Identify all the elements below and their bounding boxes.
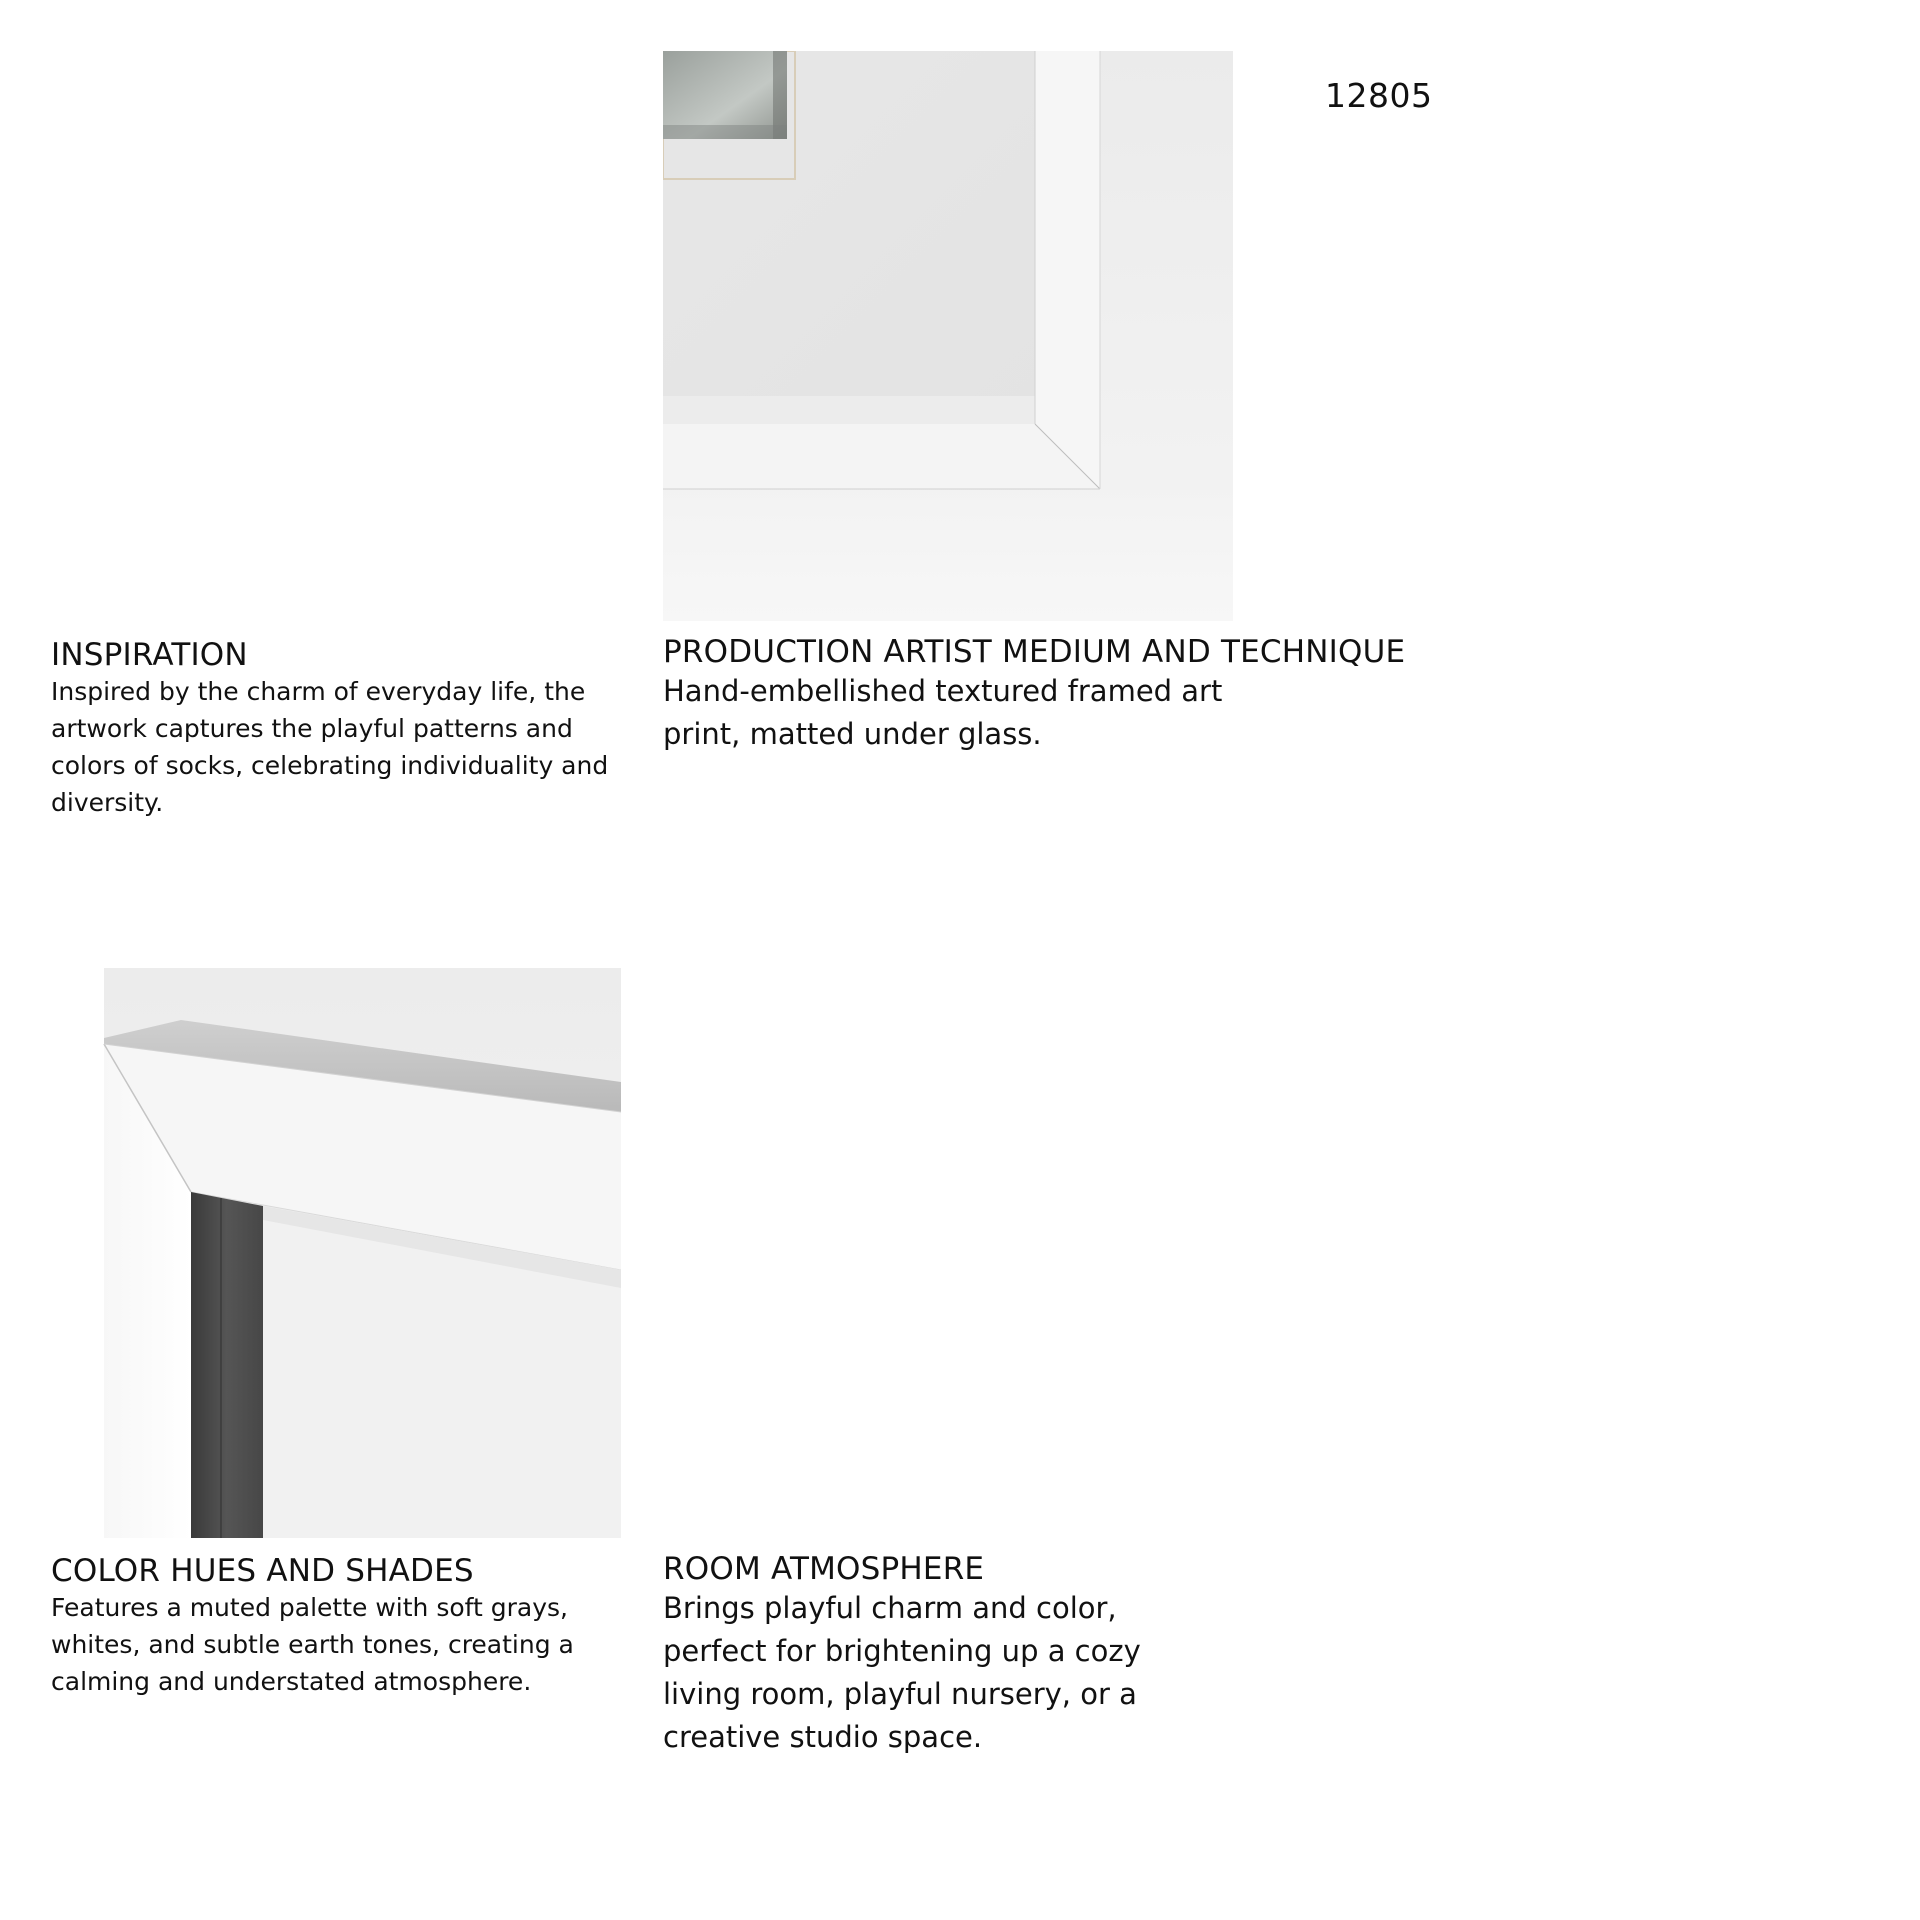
frame-corner-photo-top bbox=[663, 51, 1233, 621]
frame-corner-photo-bottom bbox=[51, 968, 621, 1538]
section-title: PRODUCTION ARTIST MEDIUM AND TECHNIQUE bbox=[663, 634, 1406, 670]
section-inspiration bbox=[51, 637, 621, 821]
product-sku: 12805 bbox=[1325, 76, 1433, 115]
section-body: Inspired by the charm of everyday life, the artwork captures the playful patterns and colors of socks, celebrating individuality and diversity. bbox=[51, 677, 609, 817]
section-title: INSPIRATION bbox=[51, 637, 248, 673]
section-title: ROOM ATMOSPHERE bbox=[663, 1551, 985, 1587]
section-body: Brings playful charm and color, perfect for brightening up a cozy living room, playful nursery, or a creative studio space. bbox=[663, 1591, 1141, 1754]
section-production bbox=[663, 634, 1406, 756]
section-color-hues bbox=[51, 1553, 621, 1700]
section-body: Features a muted palette with soft grays, whites, and subtle earth tones, creating a calming and understated atmosphere. bbox=[51, 1593, 574, 1696]
section-title: COLOR HUES AND SHADES bbox=[51, 1553, 474, 1589]
section-body: Hand-embellished textured framed art print, matted under glass. bbox=[663, 674, 1223, 751]
section-room-atmosphere bbox=[663, 1551, 1253, 1759]
